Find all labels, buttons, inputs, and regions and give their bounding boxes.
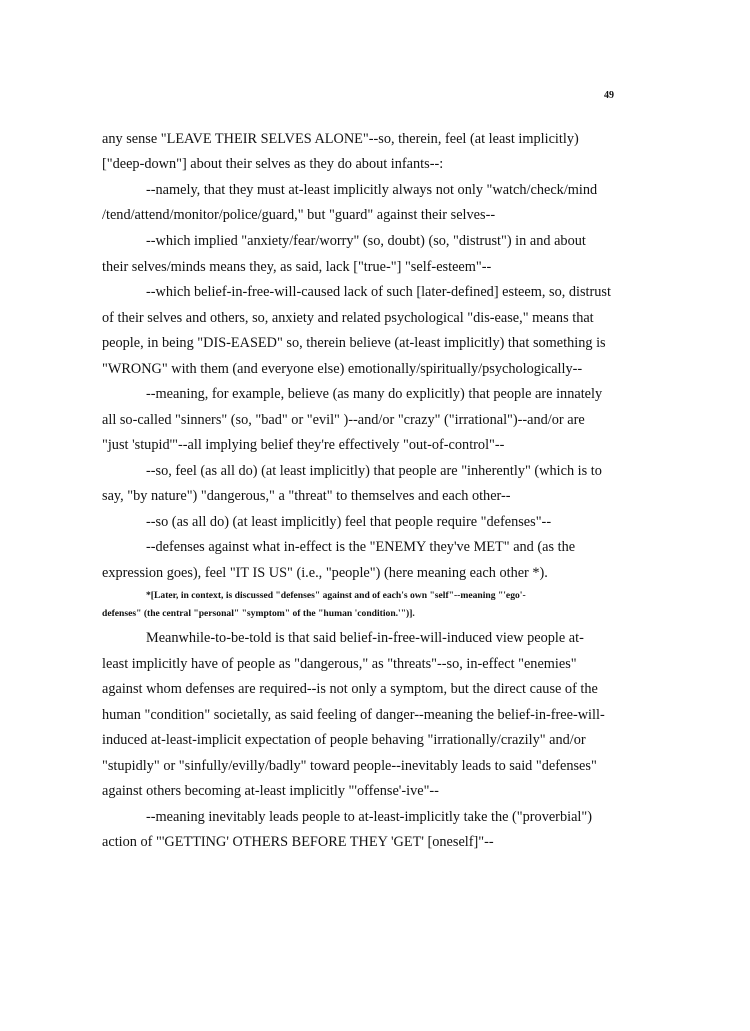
text-line: --which belief-in-free-will-caused lack of such [later-defined] esteem, so, distrust	[146, 284, 611, 300]
text-line: against whom defenses are required--is not only a symptom, but the direct cause of the	[102, 681, 598, 697]
text-line: least implicitly have of people as "dangerous," as "threats"--so, in-effect "enemies"	[102, 656, 577, 672]
text-line: against others becoming at-least implicitly "'offense'-ive"--	[102, 783, 439, 799]
text-line: expression goes), feel "IT IS US" (i.e., "people") (here meaning each other *).	[102, 565, 548, 581]
text-line: --meaning, for example, believe (as many do explicitly) that people are innately	[146, 386, 603, 402]
text-line: Meanwhile-to-be-told is that said belief-in-free-will-induced view people at-	[146, 630, 584, 646]
text-line: say, "by nature") "dangerous," a "threat" to themselves and each other--	[102, 488, 511, 504]
text-line: action of "'GETTING' OTHERS BEFORE THEY 'GET' [oneself]"--	[102, 834, 494, 850]
text-line: induced at-least-implicit expectation of people behaving "irrationally/crazily" and/or	[102, 732, 586, 748]
text-line: their selves/minds means they, as said, lack ["true-"] "self-esteem"--	[102, 259, 492, 275]
text-line: "just 'stupid'"--all implying belief they're effectively "out-of-control"--	[102, 437, 505, 453]
text-line: human "condition" societally, as said feeling of danger--meaning the belief-in-free-will-	[102, 707, 605, 723]
text-line: --so, feel (as all do) (at least implicitly) that people are "inherently" (which is to	[146, 463, 602, 479]
text-line: of their selves and others, so, anxiety and related psychological "dis-ease," means that	[102, 310, 594, 326]
text-line: --so (as all do) (at least implicitly) feel that people require "defenses"--	[146, 514, 552, 530]
text-line: ["deep-down"] about their selves as they do about infants--:	[102, 156, 444, 172]
text-line: --meaning inevitably leads people to at-least-implicitly take the ("proverbial")	[146, 809, 592, 825]
text-line: --defenses against what in-effect is the "ENEMY they've MET" and (as the	[146, 539, 576, 555]
text-line: all so-called "sinners" (so, "bad" or "evil" )--and/or "crazy" ("irrational")--and/or are	[102, 412, 585, 428]
text-line: --which implied "anxiety/fear/worry" (so, doubt) (so, "distrust") in and about	[146, 233, 586, 249]
text-line: "WRONG" with them (and everyone else) emotionally/spiritually/psychologically--	[102, 361, 583, 377]
page-number: 49	[604, 90, 614, 101]
text-line: "stupidly" or "sinfully/evilly/badly" toward people--inevitably leads to said "defenses"	[102, 758, 597, 774]
text-line: /tend/attend/monitor/police/guard," but "guard" against their selves--	[102, 207, 496, 223]
text-line: any sense "LEAVE THEIR SELVES ALONE"--so, therein, feel (at least implicitly)	[102, 131, 579, 147]
footnote-line: *[Later, in context, is discussed "defenses" against and of each's own "self"--meaning "'ego'-	[146, 590, 526, 601]
text-line: people, in being "DIS-EASED" so, therein believe (at-least implicitly) that something is	[102, 335, 606, 351]
text-line: --namely, that they must at-least implicitly always not only "watch/check/mind	[146, 182, 598, 198]
footnote-line: defenses" (the central "personal" "symptom" of the "human 'condition.'")].	[102, 608, 415, 619]
